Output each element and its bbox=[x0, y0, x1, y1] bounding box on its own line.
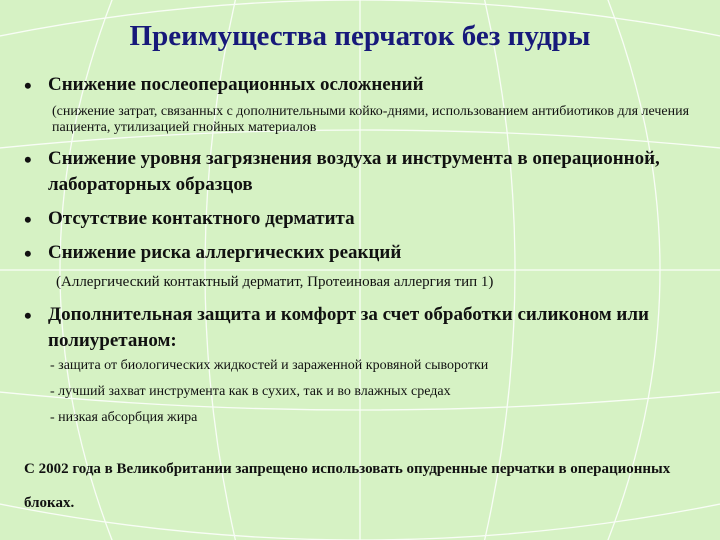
bullet-item bbox=[24, 240, 694, 266]
bullet-text: Снижение уровня загрязнения воздуха и инструмента в операционной, лабораторных образцов bbox=[48, 148, 660, 195]
bullet-text: Снижение риска аллергических реакций bbox=[48, 242, 402, 263]
bullet-dot: • bbox=[24, 241, 32, 266]
footer-note: С 2002 года в Великобритании запрещено использовать опудренные перчатки в операционных блоках. bbox=[24, 461, 671, 511]
bullet-text: Снижение послеоперационных осложнений bbox=[48, 74, 424, 95]
bullet-text: Дополнительная защита и комфорт за счет обработки силиконом или полиуретаном: bbox=[48, 304, 649, 351]
bullet-dot: • bbox=[24, 147, 32, 172]
bullet-dot: • bbox=[24, 303, 32, 328]
bullet-note: (снижение затрат, связанных с дополнительными койко-днями, использованием антибиотиков для лечения пациента, утилизацией гнойных материалов bbox=[52, 104, 690, 135]
bullet-item bbox=[24, 72, 694, 98]
bullet-item bbox=[24, 302, 694, 354]
sub-item: - защита от биологических жидкостей и зараженной кровяной сыворотки bbox=[50, 358, 489, 373]
bullet-item bbox=[24, 206, 694, 232]
sub-item: - лучший захват инструмента как в сухих, так и во влажных средах bbox=[50, 384, 451, 399]
bullet-dot: • bbox=[24, 73, 32, 98]
bullet-note: (Аллергический контактный дерматит, Протеиновая аллергия тип 1) bbox=[56, 274, 494, 290]
slide-title: Преимущества перчаток без пудры bbox=[129, 20, 591, 52]
sub-item: - низкая абсорбция жира bbox=[50, 410, 198, 425]
bullet-item bbox=[24, 146, 694, 198]
bullet-dot: • bbox=[24, 207, 32, 232]
bullet-text: Отсутствие контактного дерматита bbox=[48, 208, 355, 229]
